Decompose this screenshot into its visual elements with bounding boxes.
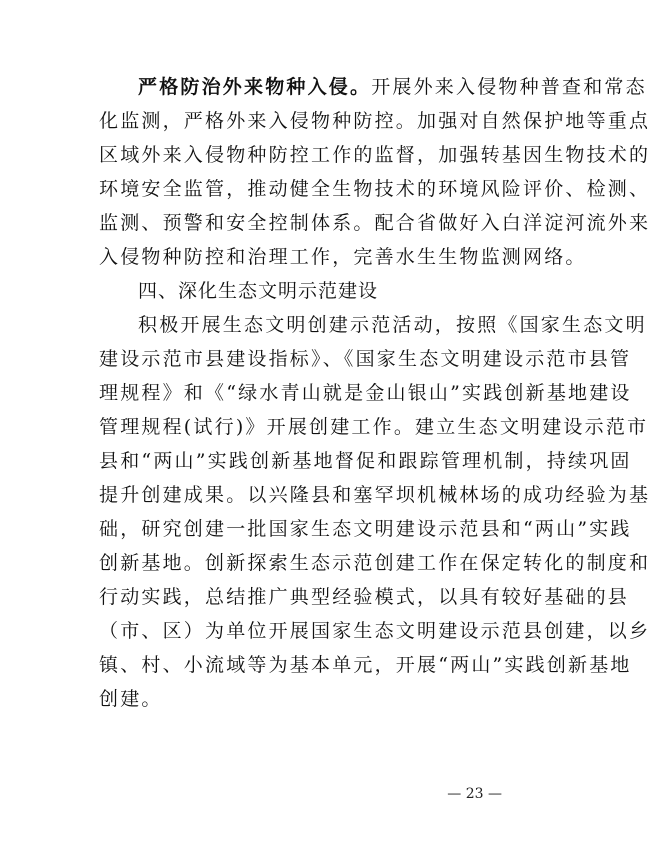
- paragraph-line: 创新基地。创新探索生态示范创建工作在保定转化的制度和: [99, 552, 650, 574]
- paragraph-line: 础，研究创建一批国家生态文明建设示范县和“两山”实践: [99, 518, 632, 540]
- paragraph-line: 镇、村、小流域等为基本单元，开展“两山”实践创新基地: [99, 654, 632, 676]
- paragraph-line: 管理规程(试行)》开展创建工作。建立生态文明建设示范市: [99, 416, 649, 438]
- paragraph-line: 环境安全监管，推动健全生物技术的环境风险评价、检测、: [99, 178, 650, 200]
- section-heading: 四、深化生态文明示范建设: [138, 280, 379, 302]
- paragraph-line: 入侵物种防控和治理工作，完善水生生物监测网络。: [99, 246, 587, 268]
- page-number: — 23 —: [447, 786, 502, 802]
- paragraph-line: 县和“两山”实践创新基地督促和跟踪管理机制，持续巩固: [99, 450, 632, 472]
- paragraph-line: 区域外来入侵物种防控工作的监督，加强转基因生物技术的: [99, 144, 650, 166]
- paragraph-line: 建设示范市县建设指标》、《国家生态文明建设示范市县管: [99, 348, 632, 370]
- paragraph-line: 行动实践，总结推广典型经验模式，以具有较好基础的县: [99, 586, 630, 608]
- bold-lead-phrase: 严格防治外来物种入侵。: [138, 76, 372, 98]
- paragraph-line: 化监测，严格外来入侵物种防控。加强对自然保护地等重点: [99, 110, 650, 132]
- paragraph-line: 理规程》和《“绿水青山就是金山银山”实践创新基地建设: [99, 382, 632, 404]
- paragraph-line: [138, 71, 647, 104]
- paragraph-line: （市、区）为单位开展国家生态文明建设示范县创建，以乡: [99, 620, 650, 642]
- paragraph-line: 监测、预警和安全控制体系。配合省做好入白洋淀河流外来: [99, 212, 650, 234]
- line-text: 开展外来入侵物种普查和常态: [371, 76, 647, 98]
- paragraph-line: 创建。: [99, 688, 163, 710]
- paragraph-line: 提升创建成果。以兴隆县和塞罕坝机械林场的成功经验为基: [99, 484, 650, 506]
- paragraph-line: 积极开展生态文明创建示范活动，按照《国家生态文明: [138, 314, 647, 336]
